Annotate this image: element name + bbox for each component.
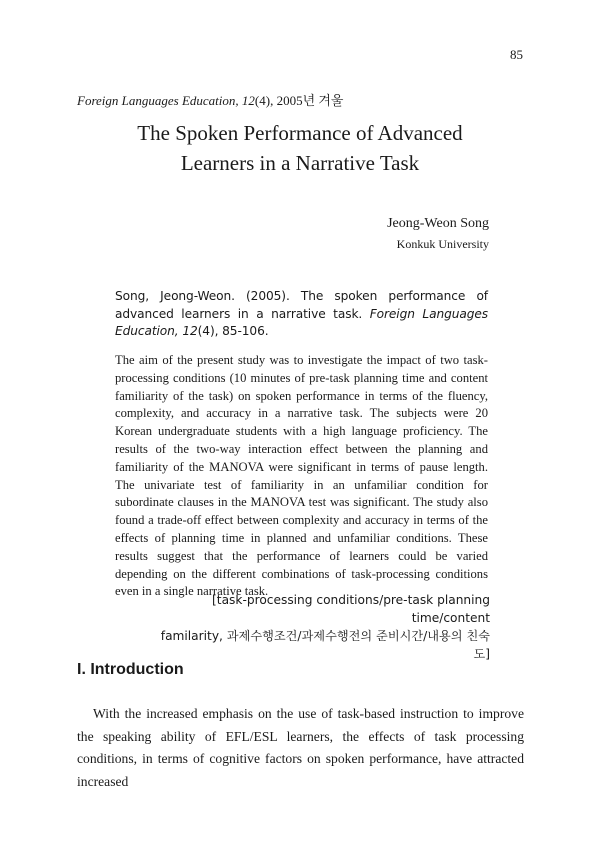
journal-header	[77, 90, 344, 109]
page-number: 85	[510, 47, 523, 62]
journal-name: Foreign Languages Education, 12	[77, 93, 255, 108]
abstract: The aim of the present study was to investigate the impact of two task-processing conditions (10 minutes of pre-task planning time and content familiarity of the task) on spoken performance in terms of the fluency, complexity, and accuracy in a narrative task. The subjects were 20 Korean undergraduate students with a high language proficiency. The results of the two-way interaction effect between the planning and familiarity of the MANOVA were significant in terms of pause length. The univariate test of familiarity in an unfamiliar condition for subordinate clauses in the MANOVA test was significant. The study also found a trade-off effect between complexity and accuracy in terms of the effects of planning time in planned and unfamiliar conditions. These results suggest that the performance of learners could be varied depending on the different combinations of task-processing conditions even in a single narrative task.	[115, 353, 488, 599]
title-line-1: The Spoken Performance of Advanced	[137, 121, 463, 145]
citation-suffix: (4), 85-106.	[197, 324, 269, 338]
author-name: Jeong-Weon Song	[387, 216, 489, 231]
citation-journal: Foreign Languages Education, 12	[115, 306, 489, 338]
paper-title	[0, 118, 600, 178]
keywords-line-1: [task-processing conditions/pre-task planning time/content	[212, 593, 490, 625]
intro-paragraph: With the increased emphasis on the use of task-based instruction to improve the speaking ability of EFL/ESL learners, the effects of task processing conditions, in terms of cognitive factors on spoken performance, have attracted increased	[77, 706, 524, 789]
title-line-2: Learners in a Narrative Task	[180, 151, 420, 175]
keywords	[146, 591, 490, 663]
journal-issue: (4), 2005년 겨울	[254, 93, 344, 108]
section-heading: I. Introduction	[77, 661, 184, 678]
citation	[115, 288, 488, 341]
keywords-line-2: familarity, 과제수행조건/과제수행전의 준비시간/내용의 친숙도]	[160, 629, 490, 661]
citation-prefix: Song, Jeong-Weon. (2005). The spoken performance of advanced learners in a narrative task.	[115, 289, 488, 321]
author-affiliation: Konkuk University	[396, 237, 489, 251]
